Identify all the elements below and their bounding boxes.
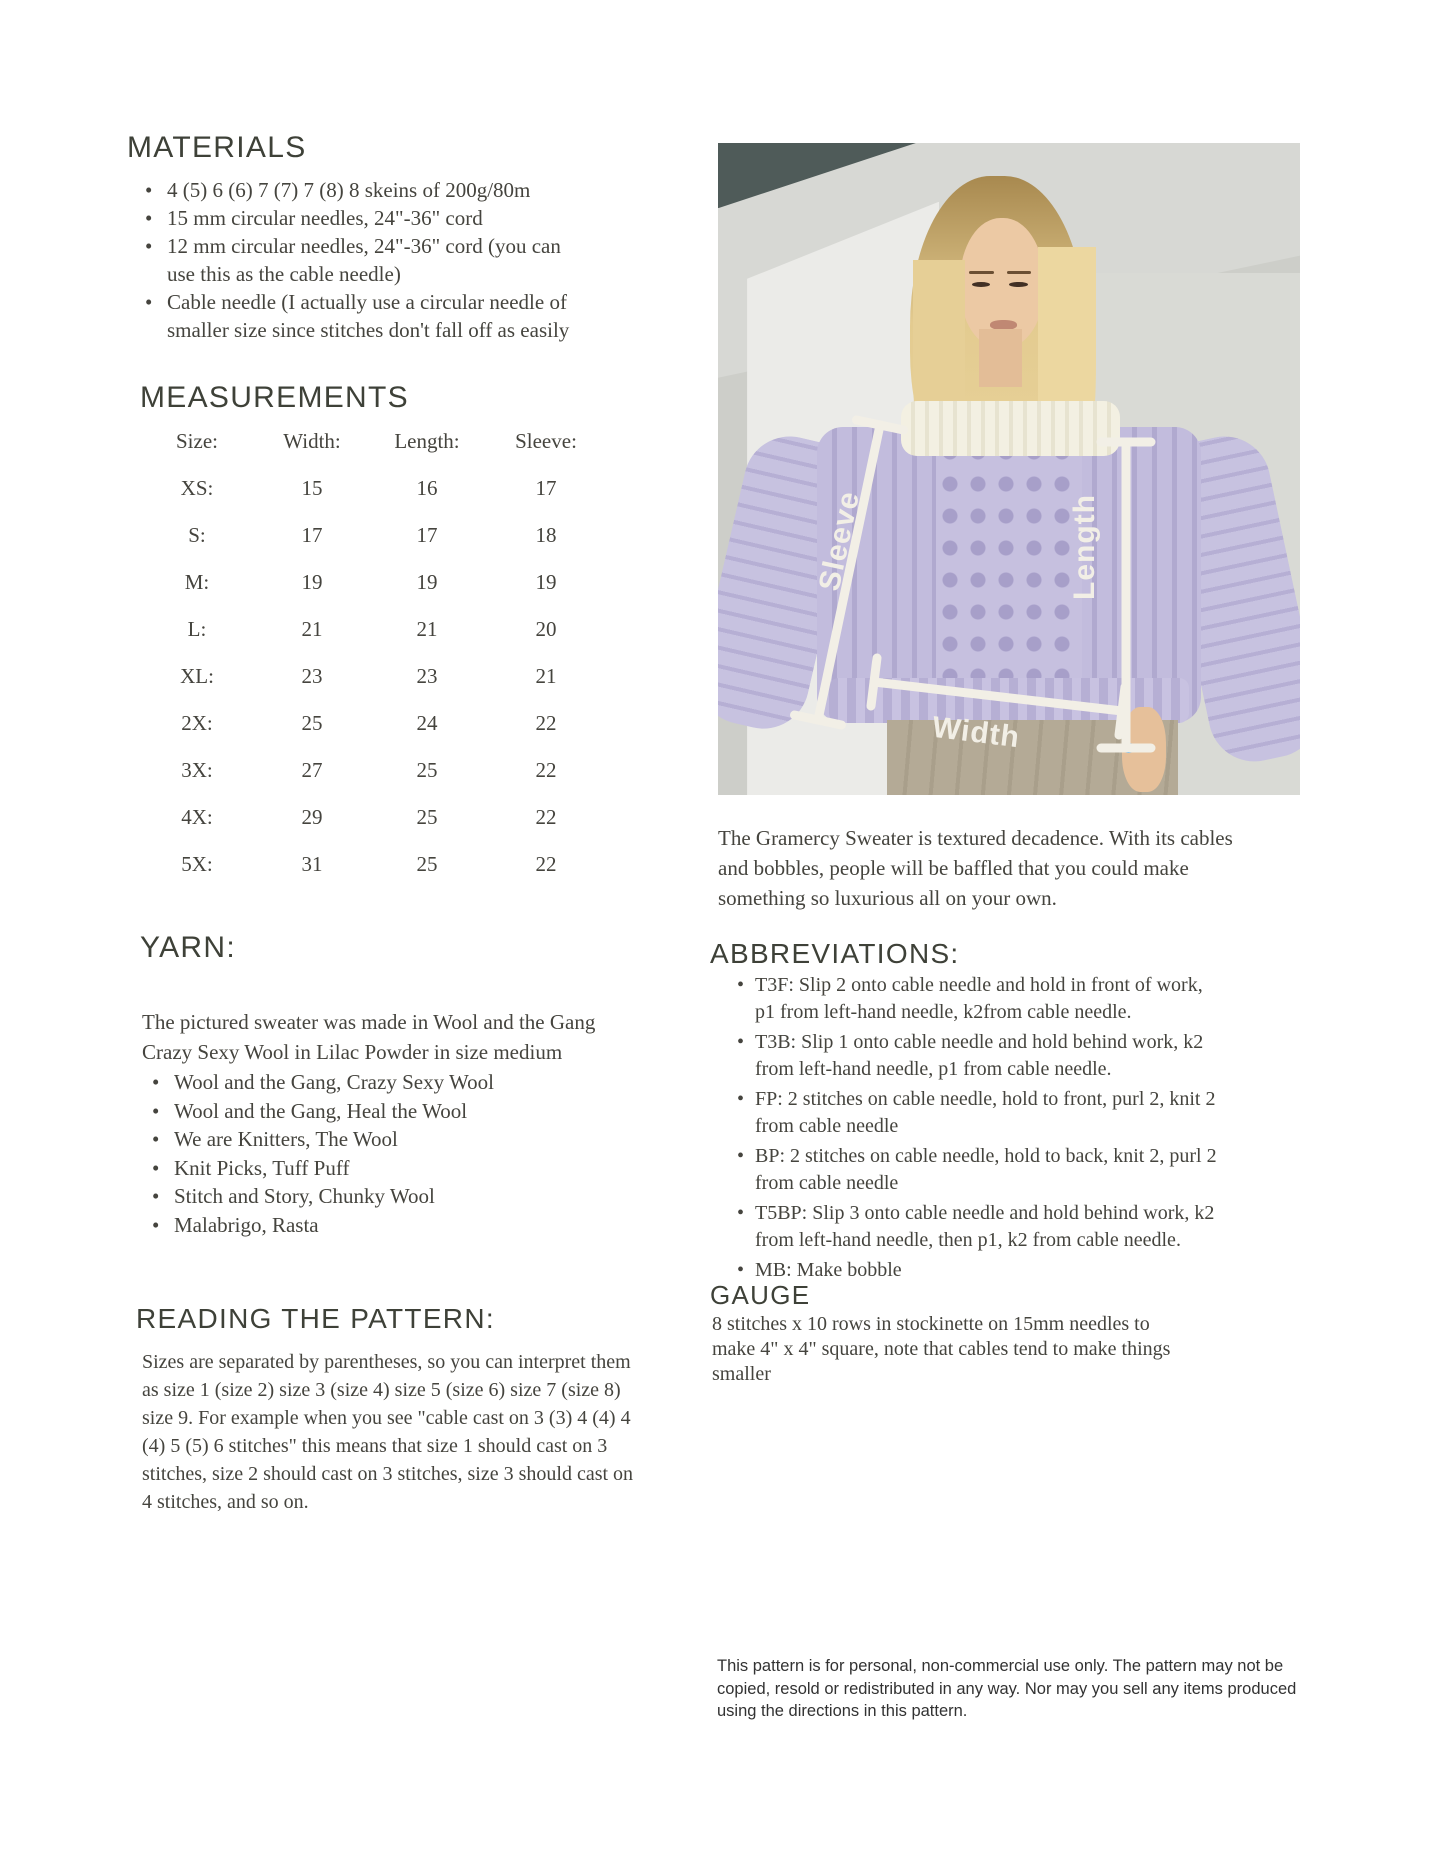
yarn-item: • Knit Picks, Tuff Puff: [142, 1154, 594, 1183]
table-cell: 20: [535, 617, 557, 641]
sleeve-measurement-label: Sleeve: [813, 487, 867, 594]
table-cell: 15: [301, 476, 323, 500]
table-cell: 5X:: [181, 852, 213, 876]
measurements-heading: MEASUREMENTS: [140, 381, 409, 414]
table-cell: 2X:: [181, 711, 213, 735]
table-cell: M:: [184, 570, 210, 594]
yarn-item: • Wool and the Gang, Crazy Sexy Wool: [142, 1068, 594, 1097]
table-cell: 24: [416, 711, 438, 735]
abbreviations-list: [727, 972, 1227, 1287]
yarn-heading: YARN:: [140, 931, 236, 964]
table-cell: L:: [187, 617, 207, 641]
yarn-intro: The pictured sweater was made in Wool and the Gang Crazy Sexy Wool in Lilac Powder in size medium: [142, 1010, 596, 1064]
table-cell: 17: [416, 523, 438, 547]
table-cell: 25: [416, 805, 438, 829]
table-cell: 22: [535, 805, 557, 829]
abbreviation-item: • BP: 2 stitches on cable needle, hold to back, knit 2, purl 2 from cable needle: [727, 1143, 1227, 1197]
table-cell: 21: [535, 664, 557, 688]
table-cell: 17: [535, 476, 557, 500]
table-cell: 18: [535, 523, 557, 547]
yarn-item: • Stitch and Story, Chunky Wool: [142, 1182, 594, 1211]
abbreviation-item: • T3F: Slip 2 onto cable needle and hold in front of work, p1 from left-hand needle, k2from cable needle.: [727, 972, 1227, 1026]
table-cell: 31: [301, 852, 323, 876]
table-cell: XL:: [180, 664, 214, 688]
sweater-description: The Gramercy Sweater is textured decadence. With its cables and bobbles, people will be baffled that you could make something so luxurious all on your own.: [718, 826, 1233, 910]
table-cell: 29: [301, 805, 323, 829]
table-cell: 19: [416, 570, 438, 594]
gauge-heading: GAUGE: [710, 1280, 811, 1310]
yarn-list: [142, 1068, 594, 1239]
measurements-table: [140, 418, 608, 888]
materials-item: • 15 mm circular needles, 24"-36" cord: [135, 204, 587, 232]
table-cell: 25: [301, 711, 323, 735]
abbreviation-item: • T3B: Slip 1 onto cable needle and hold behind work, k2 from left-hand needle, p1 from cable needle.: [727, 1029, 1227, 1083]
width-measurement-label: Width: [930, 710, 1022, 755]
materials-heading: MATERIALS: [127, 131, 307, 164]
yarn-item: • We are Knitters, The Wool: [142, 1125, 594, 1154]
materials-item: • 4 (5) 6 (6) 7 (7) 7 (8) 8 skeins of 200g/80m: [135, 176, 587, 204]
abbreviation-item: • T5BP: Slip 3 onto cable needle and hold behind work, k2 from left-hand needle, then p1, k2 from cable needle.: [727, 1200, 1227, 1254]
table-cell: 21: [301, 617, 323, 641]
length-measurement-label: Length: [1067, 494, 1101, 601]
materials-item: • 12 mm circular needles, 24"-36" cord (you can use this as the cable needle): [135, 232, 587, 288]
table-header-length: Length:: [394, 429, 460, 453]
table-cell: 16: [416, 476, 438, 500]
yarn-item: • Malabrigo, Rasta: [142, 1211, 594, 1240]
yarn-item: • Wool and the Gang, Heal the Wool: [142, 1097, 594, 1126]
abbreviation-item: • FP: 2 stitches on cable needle, hold to front, purl 2, knit 2 from cable needle: [727, 1086, 1227, 1140]
table-cell: 25: [416, 758, 438, 782]
table-cell: 25: [416, 852, 438, 876]
table-header-width: Width:: [283, 429, 341, 453]
table-cell: 17: [301, 523, 323, 547]
table-cell: 22: [535, 711, 557, 735]
table-cell: 22: [535, 852, 557, 876]
materials-item: • Cable needle (I actually use a circular needle of smaller size since stitches don't fall off as easily: [135, 288, 587, 344]
table-header-size: Size:: [176, 429, 218, 453]
abbreviation-item: • MB: Make bobble: [727, 1257, 1227, 1284]
table-cell: 22: [535, 758, 557, 782]
reading-pattern-body: Sizes are separated by parentheses, so you can interpret them as size 1 (size 2) size 3 (size 4) size 5 (size 6) size 7 (size 8) size 9. For example when you see "cable cast on 3 (3) 4 (4) 4 (4) 5 (5) 6 stitches" this means that size 1 should cast on 3 stitches, size 2 should cast on 3 stitches, size 3 should cast on 4 stitches, and so on.: [142, 1351, 634, 1513]
table-cell: 21: [416, 617, 438, 641]
abbreviations-heading: ABBREVIATIONS:: [710, 938, 960, 969]
table-cell: 23: [301, 664, 323, 688]
table-cell: 19: [535, 570, 557, 594]
sweater-photo: [718, 143, 1300, 795]
reading-pattern-heading: READING THE PATTERN:: [136, 1303, 495, 1334]
table-cell: 27: [301, 758, 323, 782]
table-cell: XS:: [180, 476, 214, 500]
copyright-notice: This pattern is for personal, non-commercial use only. The pattern may not be copied, resold or redistributed in any way. Nor may you sell any items produced using the directions in this pattern.: [717, 1657, 1297, 1720]
gauge-body: 8 stitches x 10 rows in stockinette on 15mm needles to make 4" x 4" square, note that cables tend to make things smaller: [712, 1313, 1171, 1385]
table-cell: 19: [301, 570, 323, 594]
materials-list: [135, 176, 587, 344]
table-cell: 3X:: [181, 758, 213, 782]
table-header-sleeve: Sleeve:: [515, 429, 577, 453]
table-cell: 4X:: [181, 805, 213, 829]
table-cell: 23: [416, 664, 438, 688]
measurement-lines: [718, 143, 1300, 795]
table-cell: S:: [188, 523, 206, 547]
